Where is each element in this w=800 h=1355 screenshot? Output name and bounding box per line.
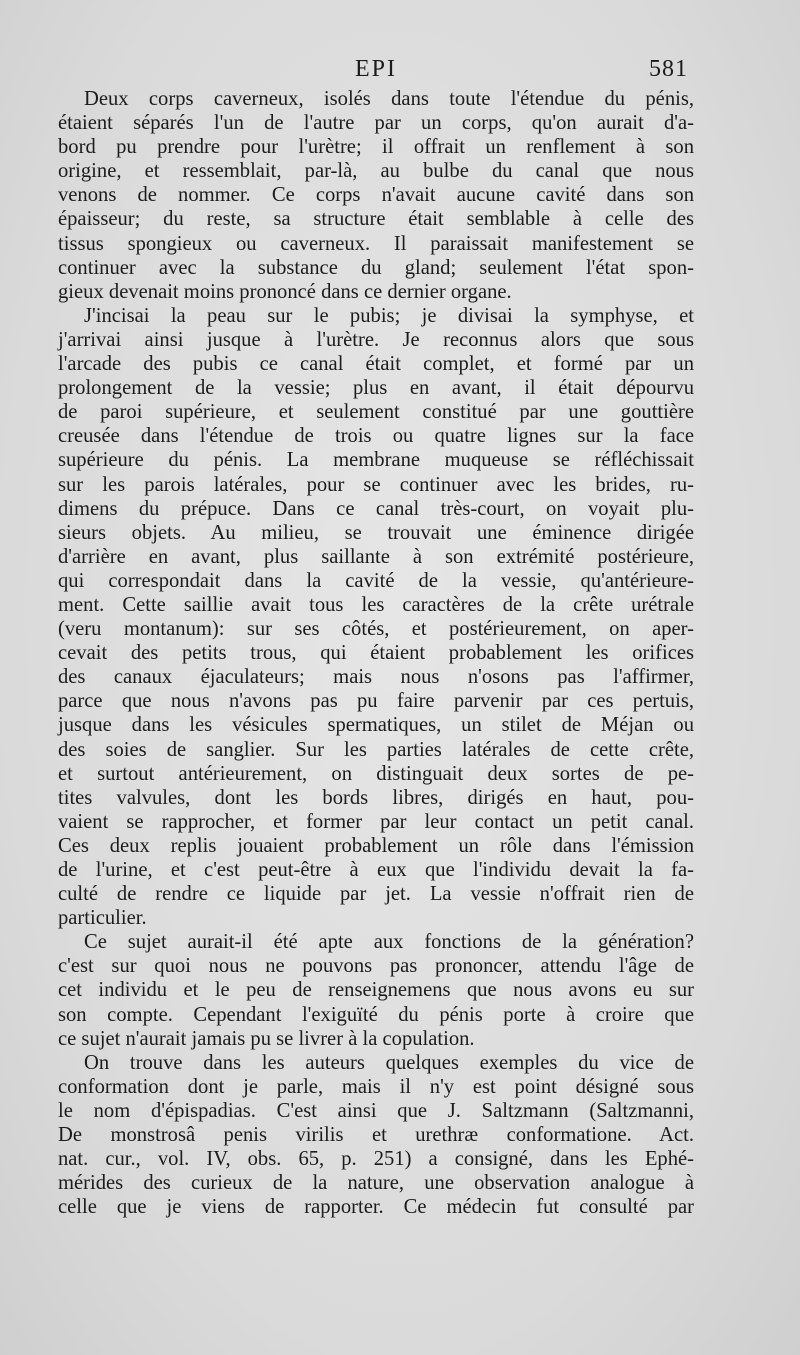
text-line: le nom d'épispadias. C'est ainsi que J. Saltzmann (Saltzmanni, xyxy=(58,1099,694,1122)
paragraph-1 xyxy=(58,87,694,304)
paragraph-3 xyxy=(58,930,694,1050)
page-header xyxy=(58,56,694,90)
text-line: creusée dans l'étendue de trois ou quatre lignes sur la face xyxy=(58,425,694,448)
text-line: venons de nommer. Ce corps n'avait aucune cavité dans son xyxy=(58,184,694,207)
text-line: De monstrosâ penis virilis et urethræ conformatione. Act. xyxy=(58,1124,694,1147)
text-line: de paroi supérieure, et seulement constitué par une gouttière xyxy=(58,401,694,424)
text-line: de l'urine, et c'est peut-être à eux que l'individu devait la fa- xyxy=(58,859,694,881)
text-line: continuer avec la substance du gland; seulement l'état spon- xyxy=(58,256,694,279)
text-line: origine, et ressemblait, par-là, au bulbe du canal que nous xyxy=(58,160,694,183)
text-line: gieux devenait moins prononcé dans ce dernier organe. xyxy=(58,280,512,303)
text-line: parce que nous n'avons pas pu faire parvenir par ces pertuis, xyxy=(58,690,694,713)
text-line: J'incisai la peau sur le pubis; je divisai la symphyse, et xyxy=(84,304,694,327)
body-text xyxy=(58,87,694,1219)
text-line: culté de rendre ce liquide par jet. La vessie n'offrait rien de xyxy=(58,883,694,906)
text-line: conformation dont je parle, mais il n'y est point désigné sous xyxy=(58,1075,694,1098)
text-line: sur les parois latérales, pour se continuer avec les brides, ru- xyxy=(58,473,694,496)
text-line: et surtout antérieurement, on distinguait deux sortes de pe- xyxy=(58,762,694,785)
text-line: épaisseur; du reste, sa structure était semblable à celle des xyxy=(58,208,694,231)
text-line: cet individu et le peu de renseignemens que nous avons eu sur xyxy=(58,979,694,1002)
text-line: prolongement de la vessie; plus en avant, il était dépourvu xyxy=(58,377,694,400)
text-line: tites valvules, dont les bords libres, dirigés en haut, pou- xyxy=(58,786,694,809)
text-line: vaient se rapprocher, et former par leur contact un petit canal. xyxy=(58,810,694,833)
text-line: jusque dans les vésicules spermatiques, un stilet de Méjan ou xyxy=(58,714,694,737)
text-line: son compte. Cependant l'exiguïté du pénis porte à croire que xyxy=(58,1003,694,1026)
text-line: nat. cur., vol. IV, obs. 65, p. 251) a consigné, dans les Ephé- xyxy=(58,1148,694,1171)
text-line: particulier. xyxy=(58,907,147,930)
text-line: cevait des petits trous, qui étaient probablement les orifices xyxy=(58,642,694,665)
text-line: bord pu prendre pour l'urètre; il offrait un renflement à son xyxy=(58,136,694,159)
text-line: dimens du prépuce. Dans ce canal très-court, on voyait plu- xyxy=(58,497,694,520)
paragraph-4 xyxy=(58,1051,694,1220)
text-line: (veru montanum): sur ses côtés, et postérieurement, on aper- xyxy=(58,618,694,641)
text-line: j'arrivai ainsi jusque à l'urètre. Je reconnus alors que sous xyxy=(58,328,694,351)
text-line: Ce sujet aurait-il été apte aux fonctions de la génération? xyxy=(84,931,694,954)
page-number: 581 xyxy=(649,56,688,82)
text-line: qui correspondait dans la cavité de la vessie, qu'antérieure- xyxy=(58,569,694,592)
text-line: des canaux éjaculateurs; mais nous n'osons pas l'affirmer, xyxy=(58,666,694,689)
text-line: étaient séparés l'un de l'autre par un corps, qu'on aurait d'a- xyxy=(58,112,694,135)
text-line: c'est sur quoi nous ne pouvons pas prononcer, attendu l'âge de xyxy=(58,955,694,978)
running-head: EPI xyxy=(355,56,397,82)
text-line: celle que je viens de rapporter. Ce médecin fut consulté par xyxy=(58,1196,694,1219)
text-line: Deux corps caverneux, isolés dans toute l'étendue du pénis, xyxy=(84,88,694,110)
text-line: mérides des curieux de la nature, une observation analogue à xyxy=(58,1172,694,1195)
text-line: ment. Cette saillie avait tous les caractères de la crête urétrale xyxy=(58,593,694,616)
paragraph-2 xyxy=(58,304,694,930)
text-line: Ces deux replis jouaient probablement un rôle dans l'émission xyxy=(58,834,694,857)
text-line: ce sujet n'aurait jamais pu se livrer à la copulation. xyxy=(58,1027,475,1050)
text-line: sieurs objets. Au milieu, se trouvait une éminence dirigée xyxy=(58,521,694,544)
text-line: des soies de sanglier. Sur les parties latérales de cette crête, xyxy=(58,738,694,761)
text-line: On trouve dans les auteurs quelques exemples du vice de xyxy=(84,1051,694,1074)
text-line: tissus spongieux ou caverneux. Il paraissait manifestement se xyxy=(58,232,694,255)
text-line: l'arcade des pubis ce canal était complet, et formé par un xyxy=(58,353,694,376)
text-line: d'arrière en avant, plus saillante à son extrémité postérieure, xyxy=(58,545,694,568)
text-line: supérieure du pénis. La membrane muqueuse se réfléchissait xyxy=(58,449,694,472)
